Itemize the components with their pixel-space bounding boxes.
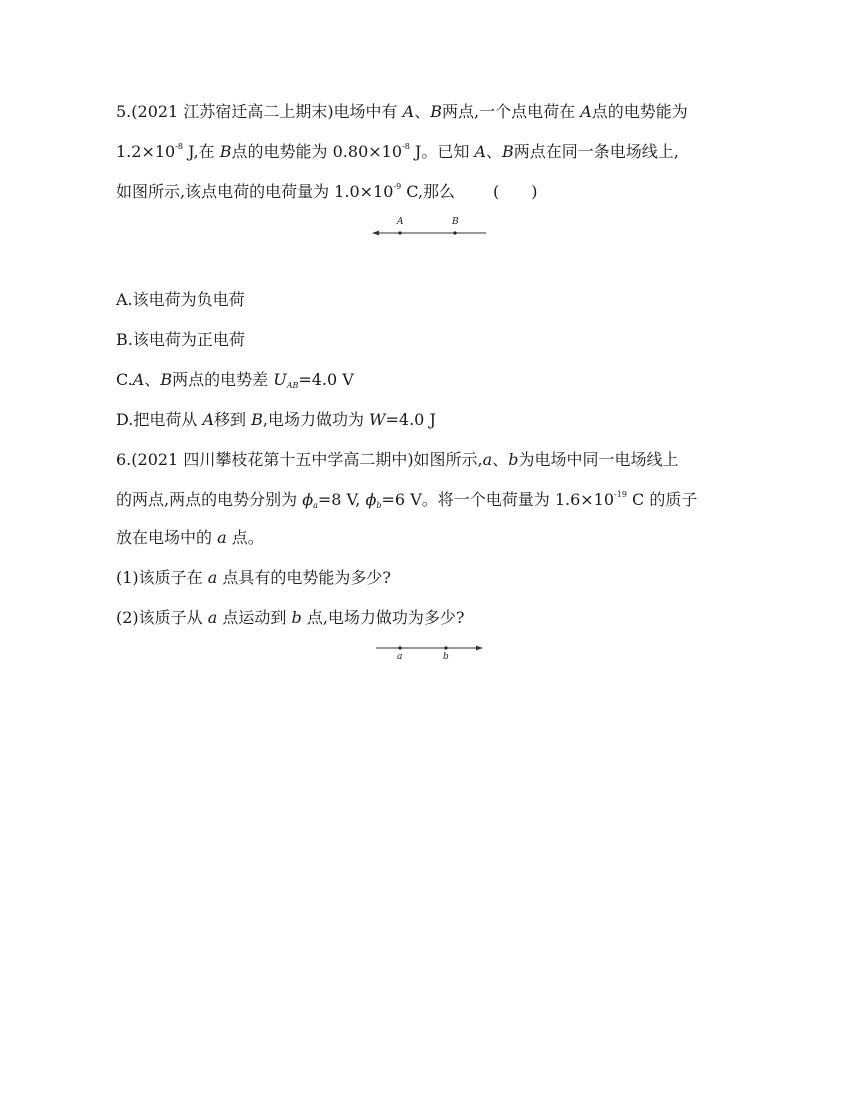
label-b: B [452,217,459,227]
label-a: A [397,217,404,227]
point-a [398,646,401,649]
label-b: b [443,652,449,662]
option-c: C.A、B两点的电势差 $U_{AB}=4.0$ V [116,370,354,390]
label-a: a [397,652,403,662]
q5-field-line-figure [368,214,498,244]
option-d: D.把电荷从 A移到 B,电场力做功为 W=4.0 J [116,410,436,429]
q6-line-1: 6.(2021 四川攀枝花第十五中学高二期中)如图所示,a、b为电场中同一电场线上 [116,450,679,469]
q6-line-3: 放在电场中的 a 点。 [116,528,264,547]
answer-bracket: ( ) [493,182,538,201]
arrow-right-icon [476,646,483,651]
point-a [398,231,401,234]
option-a: A.该电荷为负电荷 [116,290,245,309]
q5-line-1: 5.(2021 江苏宿迁高二上期末)电场中有 A、B两点,一个点电荷在 A点的电势能为 [116,102,688,121]
q6-field-line-figure [372,640,492,664]
option-b: B.该电荷为正电荷 [116,330,245,349]
q6-sub-question-2: (2)该质子从 a 点运动到 b 点,电场力做功为多少? [116,608,465,627]
q5-line-3: 如图所示,该点电荷的电荷量为 $1.0\times 10^{-9}$ C,那么 ( ) [116,182,538,201]
q5-line-2: $1.2\times 10^{-8}$ J,在 B点的电势能为 $0.80\times 10^{-8}$ J。已知 A、B两点在同一条电场线上, [116,142,679,161]
q6-line-2: 的两点,两点的电势分别为 $\phi_a=8$ V, $\phi_b=6$ V。将一个电荷量为 $1.6\times 10^{-19}$ C 的质子 [116,490,698,510]
q6-sub-question-1: (1)该质子在 a 点具有的电势能为多少? [116,568,391,587]
point-b [444,646,447,649]
point-b [453,231,456,234]
arrow-left-icon [372,231,379,236]
